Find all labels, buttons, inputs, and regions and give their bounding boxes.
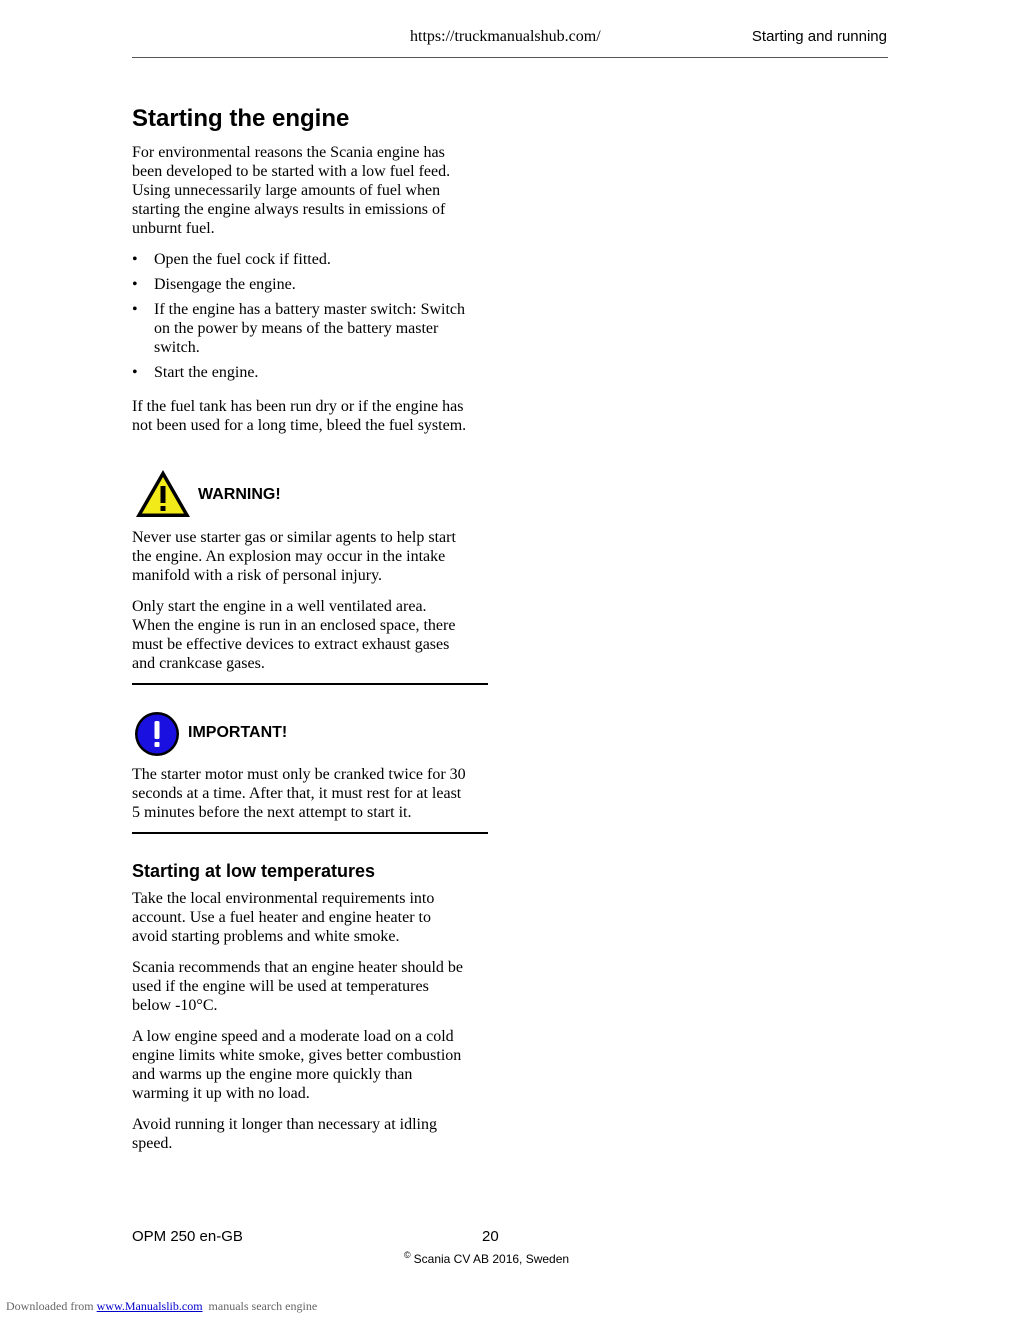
intro-paragraph: For environmental reasons the Scania engine has been developed to be started with a low fuel feed. Using unnecessarily large amounts of fuel when starting the engine always results in emissions of unburnt fuel.	[132, 144, 451, 237]
header-divider	[132, 57, 888, 58]
subsection-paragraph: Take the local environmental requirements into account. Use a fuel heater and engine heater to avoid starting problems and white smoke.	[132, 890, 435, 945]
important-end-divider	[132, 832, 488, 834]
list-item: • Disengage the engine.	[132, 276, 296, 293]
list-item: • If the engine has a battery master switch: Switch on the power by means of the battery master switch.	[132, 301, 466, 356]
important-paragraph: The starter motor must only be cranked twice for 30 seconds at a time. After that, it must rest for at least 5 minutes before the next attempt to start it.	[132, 766, 466, 821]
footer-doc-id: OPM 250 en-GB	[132, 1228, 243, 1245]
exclamation-circle-icon	[134, 711, 180, 757]
warning-triangle-icon	[134, 468, 194, 520]
copyright-symbol: ©	[404, 1250, 411, 1260]
subsection-paragraph: Scania recommends that an engine heater should be used if the engine will be used at temperatures below -10°C.	[132, 959, 463, 1014]
subsection-title: Starting at low temperatures	[132, 861, 376, 881]
manualslib-link[interactable]: www.Manualslib.com	[96, 1299, 203, 1313]
page-title: Starting the engine	[132, 105, 350, 132]
bleed-paragraph: If the fuel tank has been run dry or if the engine has not been used for a long time, bleed the fuel system.	[132, 398, 467, 434]
footer-copyright: © Scania CV AB 2016, Sweden	[404, 1250, 570, 1266]
warning-label: WARNING!	[198, 486, 281, 503]
download-prefix: Downloaded from	[6, 1299, 94, 1313]
subsection-paragraph: Avoid running it longer than necessary at idling speed.	[132, 1116, 437, 1152]
warning-end-divider	[132, 683, 488, 685]
download-suffix: manuals search engine	[208, 1299, 318, 1313]
subsection-paragraph: A low engine speed and a moderate load on a cold engine limits white smoke, gives better combustion and warms up the engine more quickly than warming it up with no load.	[132, 1028, 462, 1102]
list-item: • Open the fuel cock if fitted.	[132, 251, 331, 268]
important-label: IMPORTANT!	[188, 724, 288, 741]
header-url: https://truckmanualshub.com/	[410, 28, 601, 45]
warning-paragraph: Never use starter gas or similar agents to help start the engine. An explosion may occur in the intake manifold with a risk of personal injury.	[132, 529, 456, 584]
header-section-title: Starting and running	[751, 28, 887, 45]
footer-page-number: 20	[482, 1228, 499, 1245]
steps-list	[132, 250, 468, 388]
download-source-line	[6, 1299, 317, 1314]
list-item: • Start the engine.	[132, 364, 259, 381]
warning-paragraph: Only start the engine in a well ventilated area. When the engine is run in an enclosed space, there must be effective devices to extract exhaust gases and crankcase gases.	[132, 598, 456, 672]
